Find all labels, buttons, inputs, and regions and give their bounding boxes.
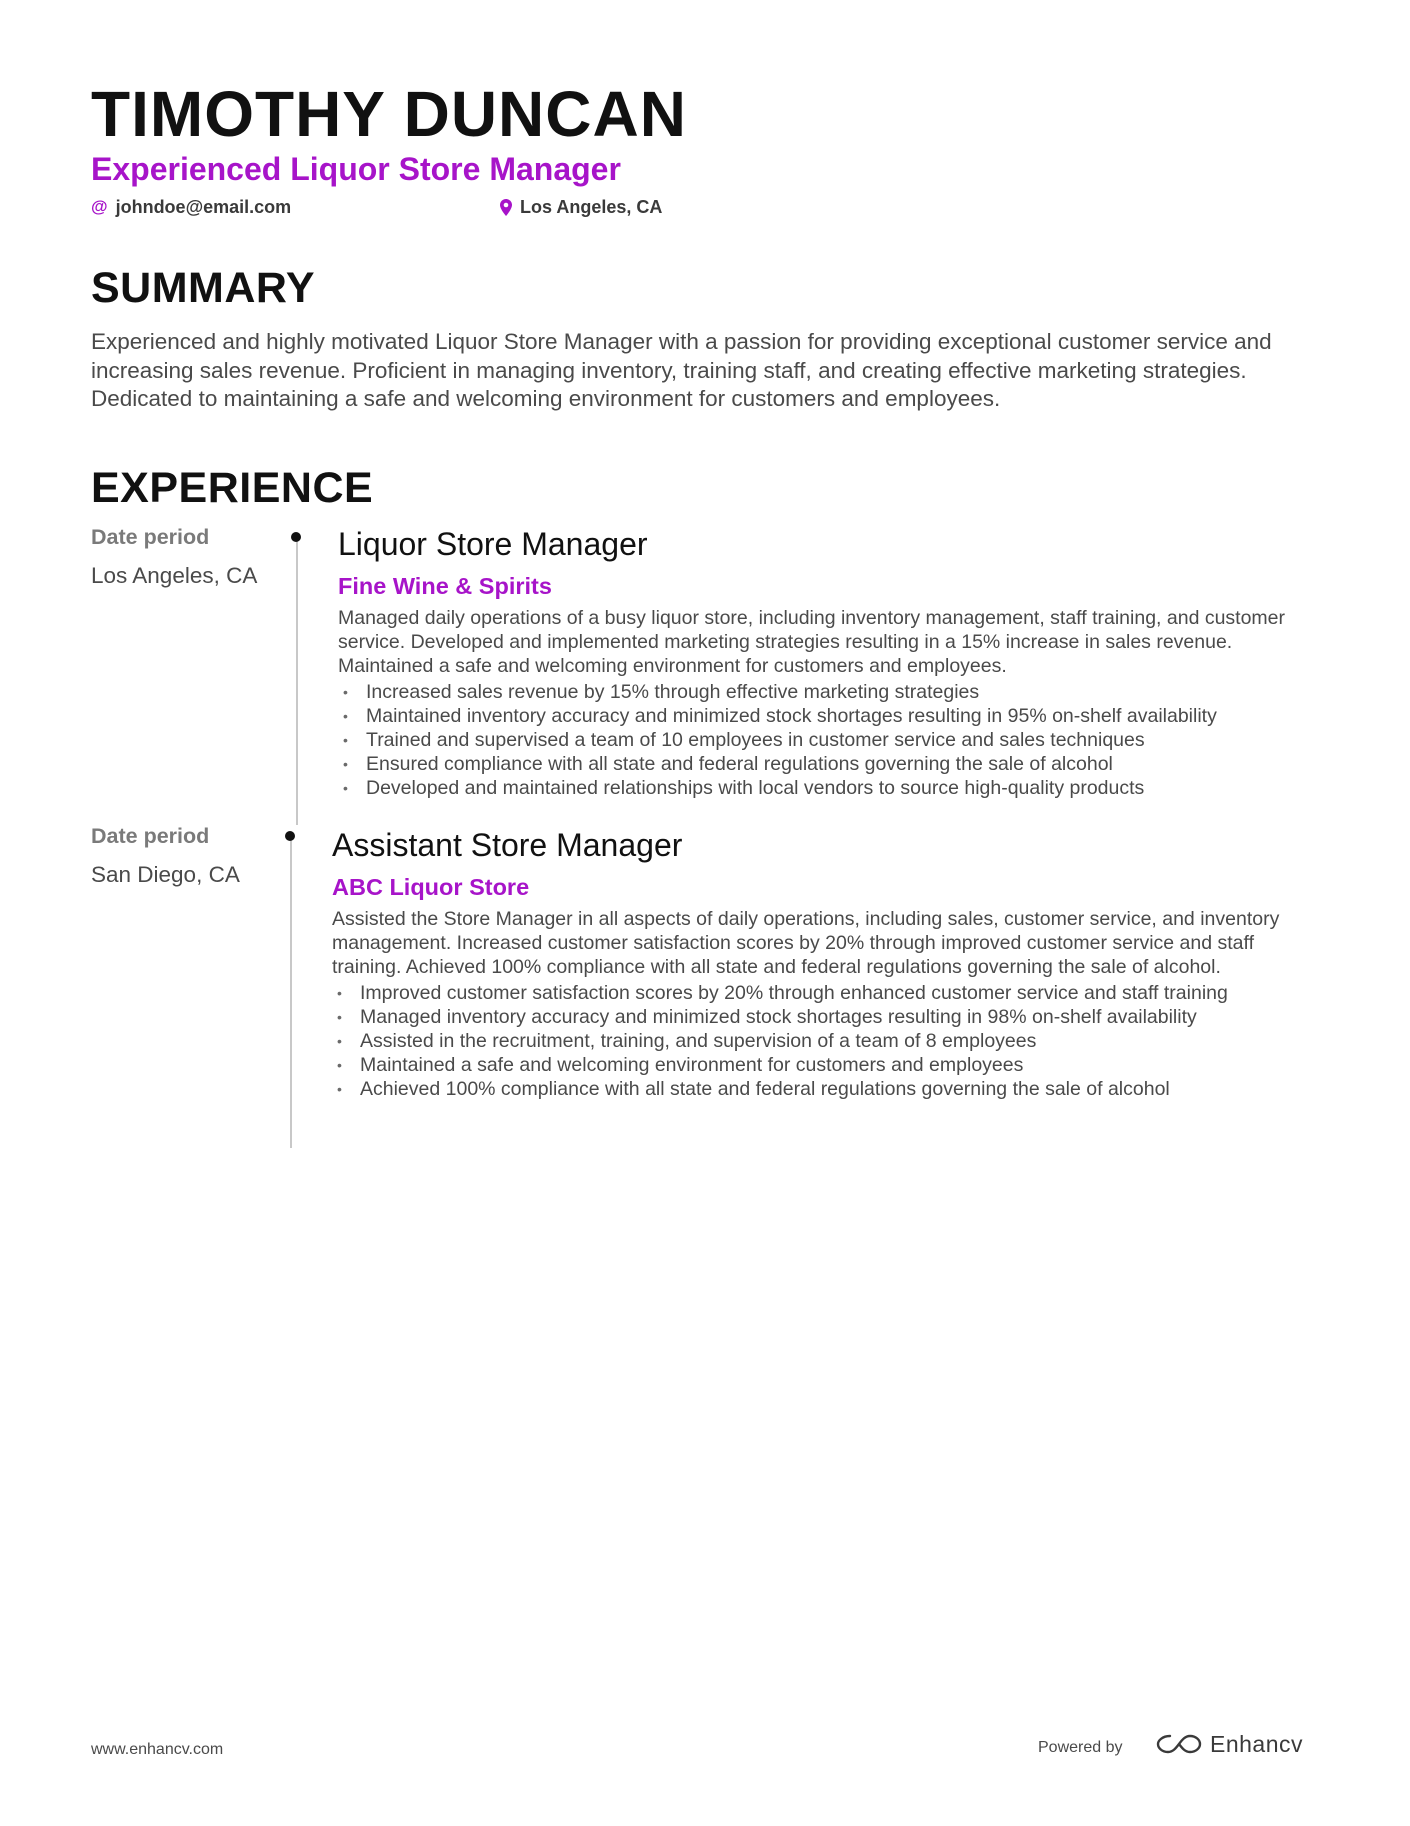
timeline-dot [285,831,295,841]
job-entry [338,524,1338,800]
footer-powered-by: Powered by [1038,1739,1123,1756]
bullet-item: • Managed inventory accuracy and minimized stock shortages resulting in 98% on-shelf availability [332,1005,1332,1029]
email-text: johndoe@email.com [115,197,292,217]
job-date: Date period [91,525,210,549]
job-title: Assistant Store Manager [332,827,683,863]
job-date: Date period [91,824,210,848]
job-description: Assisted the Store Manager in all aspects of daily operations, including sales, customer service, and inventory management. Increased customer satisfaction scores by 20% through improved customer service and staff training. Achieved 100% compliance with all state and federal regulations governing the sale of alcohol. [332,908,1280,978]
location-text: Los Angeles, CA [520,197,663,217]
job-company: Fine Wine & Spirits [338,573,552,599]
bullet-item: • Achieved 100% compliance with all state and federal regulations governing the sale of alcohol [332,1077,1332,1101]
bullet-item: • Increased sales revenue by 15% through effective marketing strategies [338,680,1338,704]
enhancv-logo-icon [1156,1732,1202,1756]
job-company: ABC Liquor Store [332,874,530,900]
job-location: Los Angeles, CA [91,563,258,588]
summary-text: Experienced and highly motivated Liquor Store Manager with a passion for providing exceptional customer service and increasing sales revenue. Proficient in managing inventory, training staff, and creating effective marketing strategies. Dedicated to maintaining a safe and welcoming environment for customers and employees. [91,329,1272,411]
at-icon: @ [91,197,108,216]
job-bullets [332,981,1332,1101]
bullet-item: • Maintained a safe and welcoming environment for customers and employees [332,1053,1332,1077]
job-location: San Diego, CA [91,862,240,887]
job-bullets [338,680,1338,800]
job-entry [332,825,1332,1101]
timeline-line [290,836,292,1148]
candidate-title: Experienced Liquor Store Manager [91,151,621,187]
contact-email[interactable] [91,196,291,218]
bullet-item: • Trained and supervised a team of 10 employees in customer service and sales techniques [338,728,1338,752]
bullet-item: • Maintained inventory accuracy and minimized stock shortages resulting in 95% on-shelf availability [338,704,1338,728]
bullet-item: • Improved customer satisfaction scores by 20% through enhanced customer service and staff training [332,981,1332,1005]
bullet-item: • Ensured compliance with all state and federal regulations governing the sale of alcohol [338,752,1338,776]
job-description: Managed daily operations of a busy liquor store, including inventory management, staff training, and customer service. Developed and implemented marketing strategies resulting in a 15% increase in sales revenue. Maintained a safe and welcoming environment for customers and employees. [338,607,1286,677]
bullet-item: • Developed and maintained relationships with local vendors to source high-quality products [338,776,1338,800]
enhancv-logo-text: Enhancv [1210,1731,1304,1757]
summary-heading: SUMMARY [91,264,316,312]
footer-website-link[interactable]: www.enhancv.com [91,1741,224,1758]
map-pin-icon [500,199,512,216]
experience-heading: EXPERIENCE [91,464,374,512]
timeline-line [296,538,298,825]
bullet-item: • Assisted in the recruitment, training, and supervision of a team of 8 employees [332,1029,1332,1053]
contact-location [500,196,662,218]
enhancv-logo[interactable] [1156,1730,1303,1758]
job-title: Liquor Store Manager [338,526,648,562]
candidate-name: TIMOTHY DUNCAN [91,78,687,150]
timeline-dot [291,532,301,542]
